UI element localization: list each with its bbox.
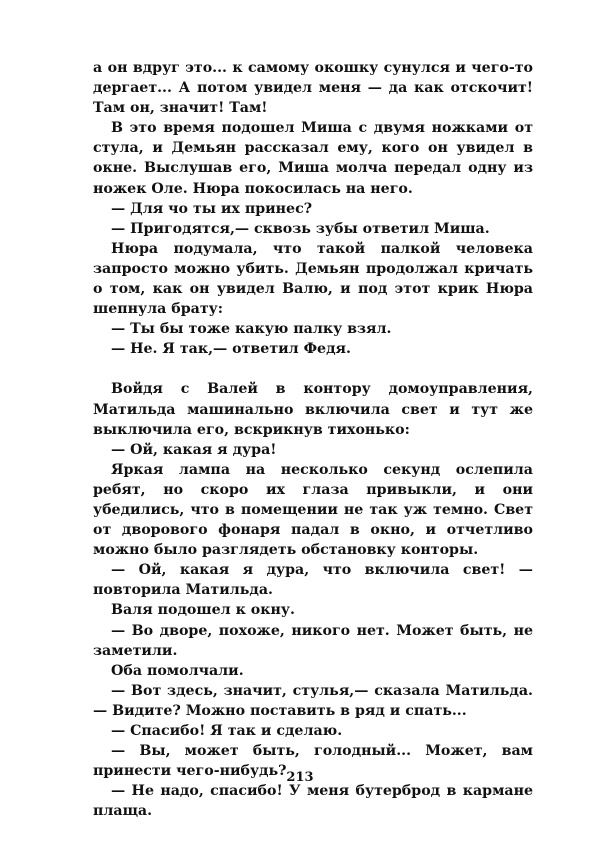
paragraph: — Не. Я так,— ответил Федя.: [111, 341, 351, 358]
paragraph: Нюра подумала, что такой палкой человека запросто можно убить. Демьян продолжал кричать о том, как он увидел Валю, и под этот крик Нюра шепнула брату:: [93, 240, 533, 318]
paragraph: Яркая лампа на несколько секунд ослепила ребят, но скоро их глаза привыкли, и они убедились, что в помещении не так уж темно. Свет от дворового фонаря падал в окно, и отчетливо можно было разглядеть обстановку конторы.: [93, 461, 533, 559]
paragraph: — Пригодятся,— сквозь зубы ответил Миша.: [111, 220, 490, 237]
page-body: [93, 58, 533, 821]
paragraph: а он вдруг это... к самому окошку сунулся и чего-то дергает... А потом увидел меня — да как отскочит! Там он, значит! Там!: [93, 60, 533, 117]
paragraph: — Во дворе, похоже, никого нет. Может быть, не заметили.: [93, 622, 533, 659]
paragraph: — Вы, может быть, голодный... Может, вам принести чего-нибудь?: [93, 743, 533, 780]
paragraph: Валя подошел к окну.: [111, 602, 295, 619]
paragraph: Войдя с Валей в контору домоуправления, Матильда машинально включила свет и тут же выключила его, вскрикнув тихонько:: [93, 381, 533, 438]
paragraph: — Спасибо! Я так и сделаю.: [111, 723, 343, 739]
paragraph: — Ой, какая я дура, что включила свет! — повторила Матильда.: [93, 562, 533, 599]
page-number: 213: [286, 770, 314, 785]
paragraph: — Вот здесь, значит, стулья,— сказала Матильда.— Видите? Можно поставить в ряд и спать...: [93, 682, 533, 719]
paragraph: — Для чо ты их принес?: [111, 200, 313, 217]
paragraph: В это время подошел Миша с двумя ножками от стула, и Демьян рассказал ему, кого он увидел в окне. Выслушав его, Миша молча передал одну из ножек Оле. Нюра покосилась на него.: [93, 120, 533, 197]
paragraph: — Ой, какая я дура!: [111, 441, 277, 458]
paragraph: — Не надо, спасибо! У меня бутерброд в кармане плаща.: [93, 783, 533, 820]
section-break: [93, 359, 533, 379]
paragraph: Оба помолчали.: [111, 662, 244, 679]
paragraph: — Ты бы тоже какую палку взял.: [111, 321, 392, 338]
